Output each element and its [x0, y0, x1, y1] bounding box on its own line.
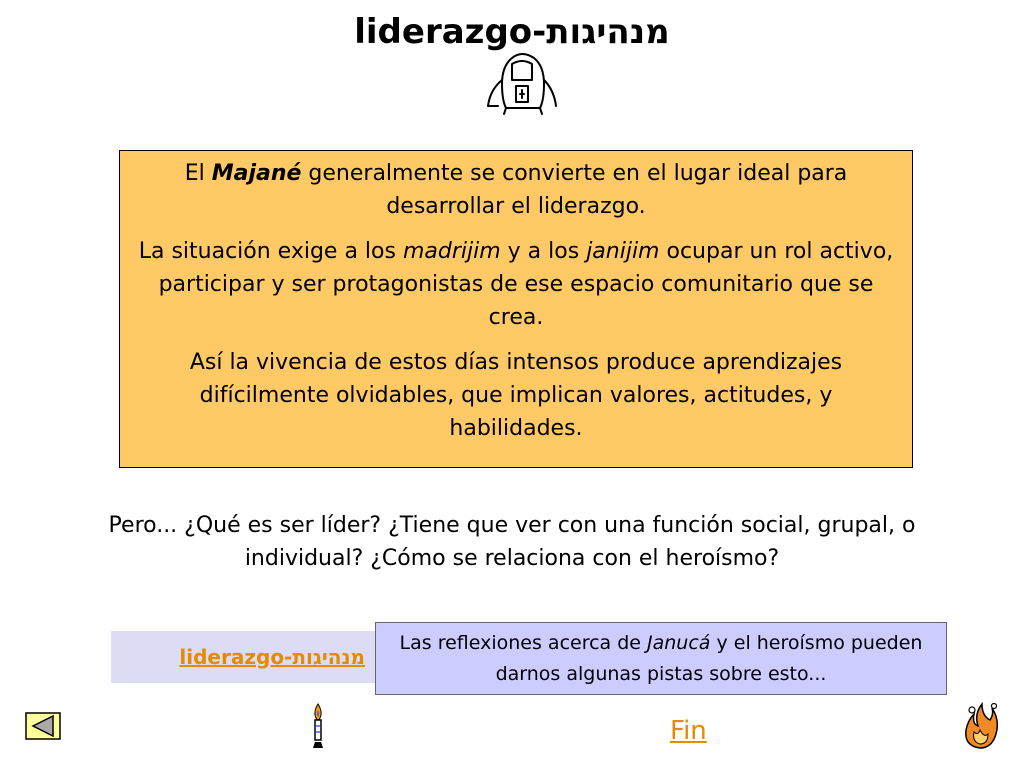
title-hebrew: מנהיגות [546, 12, 670, 52]
info-text-b: y el heroísmo pueden darnos algunas pistas sobre esto... [495, 632, 923, 685]
paragraph-majane [134, 157, 898, 223]
p2-text-c: ocupar un rol activo, participar y ser protagonistas de ese espacio comunitario que se crea. [158, 239, 894, 330]
janucá-info-box [375, 622, 947, 695]
p2-emphasis-2: janijim [586, 239, 660, 264]
p2-emphasis-1: madrijim [402, 239, 501, 264]
title-latin: liderazgo- [354, 12, 547, 52]
liderazgo-link[interactable]: liderazgo-מנהיגות [179, 645, 365, 669]
paragraph-situation [134, 235, 898, 334]
leadership-question: Pero... ¿Qué es ser líder? ¿Tiene que ver con una función social, grupal, o individual? ¿Cómo se relaciona con el heroísmo? [108, 513, 916, 571]
majane-leadership-box [119, 150, 913, 468]
fin-link[interactable]: Fin [670, 716, 707, 746]
p1-text-b: generalmente se convierte en el lugar ideal para desarrollar el liderazgo. [301, 161, 848, 219]
p2-text-a: La situación exige a los [138, 239, 403, 264]
info-emphasis: Janucá [647, 632, 711, 654]
paragraph-vivencia: Así la vivencia de estos días intensos produce aprendizajes difícilmente olvidables, que implican valores, actitudes, y habilidades. [189, 350, 843, 441]
scout-backpack-icon [482, 50, 562, 116]
back-button[interactable] [25, 712, 61, 740]
candle-icon [307, 702, 329, 750]
info-text-a: Las reflexiones acerca de [399, 632, 648, 654]
p2-text-b: y a los [500, 239, 587, 264]
p1-text-a: El [184, 161, 212, 186]
p1-emphasis: Majané [211, 161, 302, 186]
nav-link-panel [111, 631, 377, 683]
slide-title [0, 12, 1024, 52]
flame-icon[interactable] [960, 700, 1000, 750]
